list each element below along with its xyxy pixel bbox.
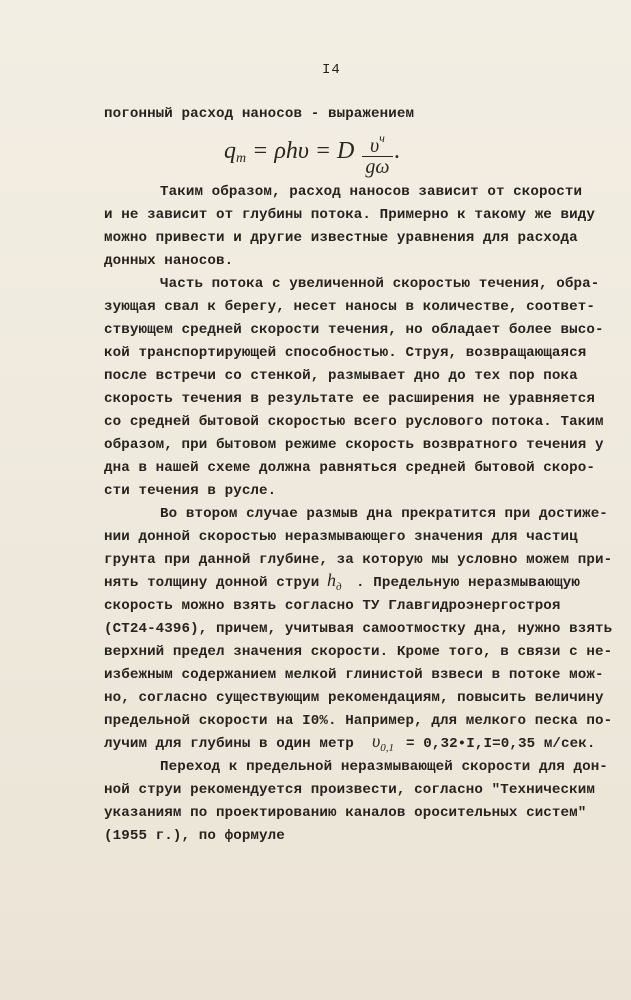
text-line: сти течения в русле.: [104, 483, 277, 499]
text-line: . Предельную неразмывающую: [356, 575, 580, 591]
intro-line: погонный расход наносов - выражением: [104, 106, 415, 122]
text-line: лучим для глубины в один метр: [104, 736, 354, 752]
formula-denominator: gω: [365, 156, 390, 178]
text-line: Таким образом, расход наносов зависит от скорости: [160, 184, 583, 200]
text-line: нять толщину донной струи: [104, 575, 320, 591]
formula-lhs-subscript: т: [236, 151, 247, 167]
sediment-discharge-formula: [224, 128, 401, 177]
text-line: Во втором случае размыв дна прекратится при достиже-: [160, 506, 608, 522]
text-line: образом, при бытовом режиме скорость возвратного течения у: [104, 437, 604, 453]
text-line: ной струи рекомендуется произвести, согласно "Техническим: [104, 782, 595, 798]
text-line: ствующем средней скорости течения, но обладает более высо-: [104, 322, 604, 338]
text-line: и не зависит от глубины потока. Примерно к такому же виду: [104, 207, 595, 223]
text-line: скорость течения в результате ее расширения не уравняется: [104, 391, 595, 407]
text-line: избежным содержанием мелкой глинистой взвеси в потоке мож-: [104, 667, 604, 683]
text-line: со средней бытовой скоростью всего руслового потока. Таким: [104, 414, 604, 430]
text-line: указаниям по проектированию каналов оросительных систем": [104, 805, 587, 821]
text-line: кой транспортирующей способностью. Струя, возвращающаяся: [104, 345, 587, 361]
formula-numerator: $\upsilon^ч$: [362, 128, 392, 157]
text-line: зующая свал к берегу, несет наносы в количестве, соответ-: [104, 299, 595, 315]
velocity-symbol: $\upsilon_{0,1}$: [372, 731, 395, 754]
text-line: нии донной скоростью неразмывающего значения для частиц: [104, 529, 578, 545]
page-number: I4: [322, 62, 341, 78]
text-line: (СТ24-4396), причем, учитывая самоотмостку дна, нужно взять: [104, 621, 613, 637]
text-line: можно привести и другие известные уравнения для расхода: [104, 230, 578, 246]
text-line: скорость можно взять согласно ТУ Главгидроэнергостроя: [104, 598, 561, 614]
text-line: грунта при данной глубине, за которую мы условно можем при-: [104, 552, 613, 568]
text-line: = 0,32•I,I=0,35 м/сек.: [406, 736, 596, 752]
formula-fraction: [362, 128, 392, 177]
text-line: Часть потока с увеличенной скоростью течения, обра-: [160, 276, 600, 292]
text-line: но, согласно существующим рекомендациям, повысить величину: [104, 690, 604, 706]
formula-lhs: q: [224, 138, 236, 165]
text-line: донных наносов.: [104, 253, 234, 269]
formula-middle: = ρhυ = D: [252, 138, 355, 165]
text-line: предельной скорости на I0%. Например, для мелкого песка по-: [104, 713, 613, 729]
text-line: (1955 г.), по формуле: [104, 828, 285, 844]
formula-end: .: [394, 138, 401, 165]
text-line: верхний предел значения скорости. Кроме того, в связи с не-: [104, 644, 613, 660]
text-line: Переход к предельной неразмывающей скорости для дон-: [160, 759, 608, 775]
bottom-jet-thickness-symbol: $h_д$: [327, 570, 342, 593]
text-line: после встречи со стенкой, размывает дно до тех пор пока: [104, 368, 578, 384]
text-line: дна в нашей схеме должна равняться средней бытовой скоро-: [104, 460, 595, 476]
